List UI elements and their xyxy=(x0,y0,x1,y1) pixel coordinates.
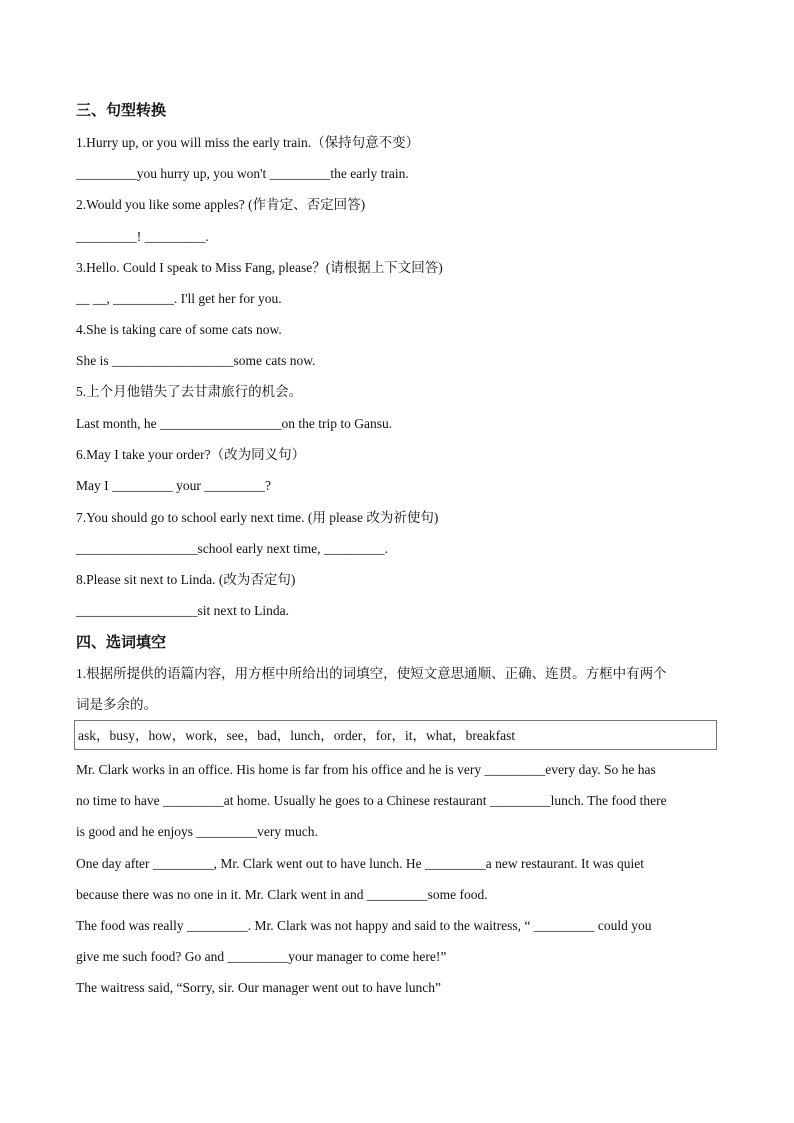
exercise-line: Last month, he __________________on the trip to Gansu. xyxy=(76,416,393,431)
exercise-line: __________________school early next time, _________. xyxy=(76,541,388,556)
exercise-line: May I _________ your _________? xyxy=(76,478,271,493)
section-3-heading: 三、句型转换 xyxy=(76,101,167,119)
instruction-line: 词是多余的。 xyxy=(76,697,157,712)
passage-line: Mr. Clark works in an office. His home is far from his office and he is very _________every day. So he has xyxy=(76,762,656,777)
exercise-line: __________________sit next to Linda. xyxy=(76,603,289,618)
passage-line: is good and he enjoys _________very much. xyxy=(76,824,318,839)
exercise-line: 5.上个月他错失了去甘肃旅行的机会。 xyxy=(76,384,303,399)
passage-line: because there was no one in it. Mr. Clark went in and _________some food. xyxy=(76,887,488,902)
word-bank-box: ask，busy，how，work，see，bad，lunch，order，for，it，what，breakfast xyxy=(74,720,717,750)
exercise-line: 7.You should go to school early next time. (用 please 改为祈使句) xyxy=(76,510,439,525)
exercise-line: 3.Hello. Could I speak to Miss Fang, please？(请根据上下文回答) xyxy=(76,260,443,275)
exercise-line: 6.May I take your order?（改为同义句） xyxy=(76,447,306,462)
exercise-line: _________you hurry up, you won't _________the early train. xyxy=(76,166,409,181)
exercise-line: 2.Would you like some apples? (作肯定、否定回答) xyxy=(76,197,366,212)
passage-line: no time to have _________at home. Usually he goes to a Chinese restaurant _________lunch. The food there xyxy=(76,793,667,808)
instruction-line: 1.根据所提供的语篇内容，用方框中所给出的词填空，使短文意思通顺、正确、连贯。方框中有两个 xyxy=(76,666,667,681)
exercise-line: 4.She is taking care of some cats now. xyxy=(76,322,282,337)
passage-line: One day after _________, Mr. Clark went out to have lunch. He _________a new restaurant. It was quiet xyxy=(76,856,644,871)
exercise-line: She is __________________some cats now. xyxy=(76,353,316,368)
passage-line: The food was really _________. Mr. Clark was not happy and said to the waitress, “ _________ could you xyxy=(76,918,652,933)
exercise-line: __ __, _________. I'll get her for you. xyxy=(76,291,282,306)
exercise-line: 1.Hurry up, or you will miss the early train.（保持句意不变） xyxy=(76,135,420,150)
exercise-line: _________! _________. xyxy=(76,229,209,244)
exercise-line: 8.Please sit next to Linda. (改为否定句) xyxy=(76,572,296,587)
passage-line: The waitress said, “Sorry, sir. Our manager went out to have lunch” xyxy=(76,980,442,995)
passage-line: give me such food? Go and _________your manager to come here!” xyxy=(76,949,447,964)
section-4-heading: 四、选词填空 xyxy=(76,633,167,651)
